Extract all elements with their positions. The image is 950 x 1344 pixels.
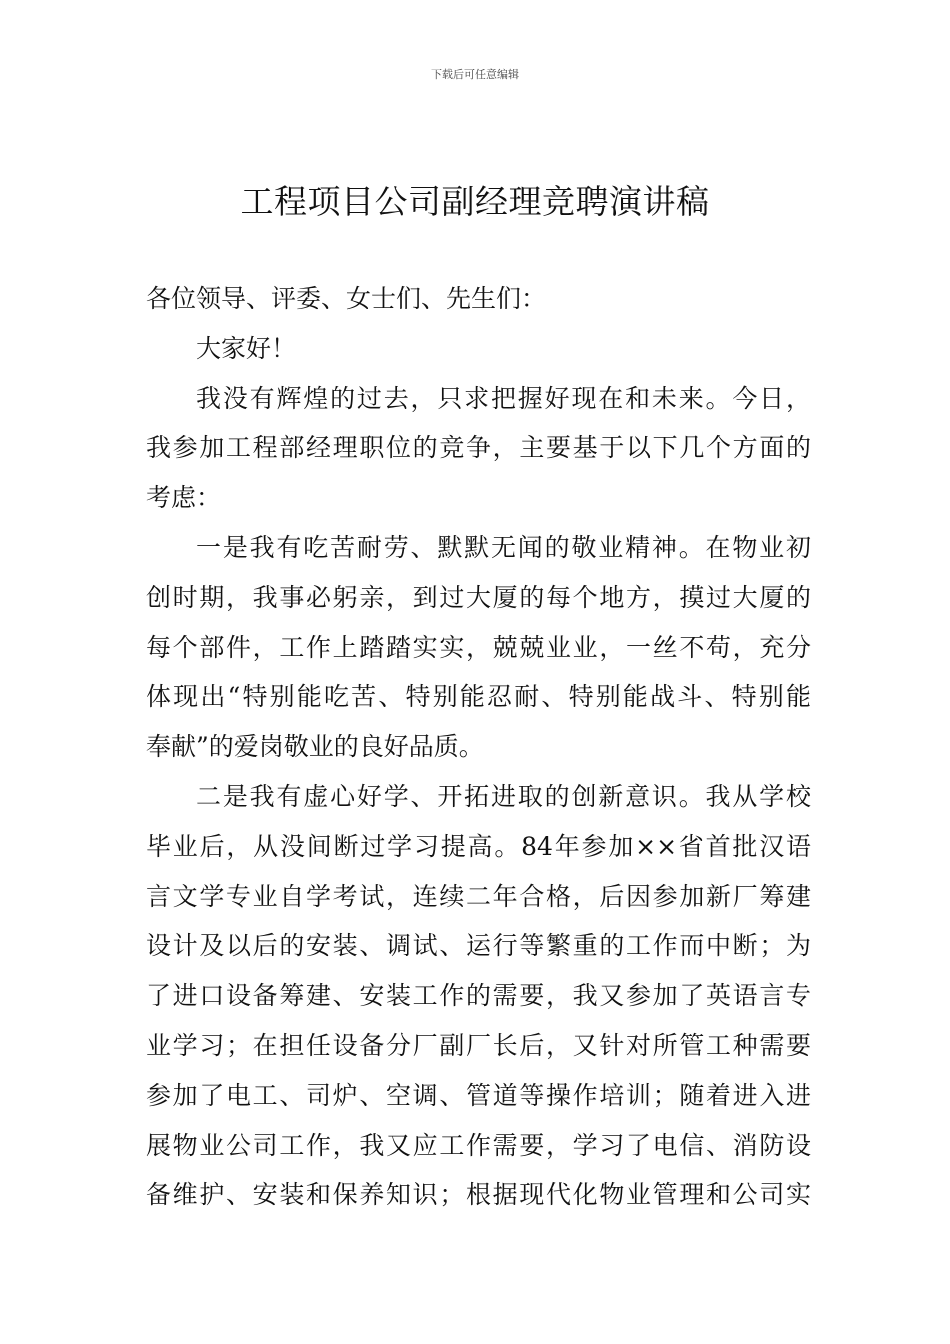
paragraph-line: 了进口设备筹建、安装工作的需要，我又参加了英语言专 — [146, 981, 811, 1011]
paragraph — [146, 374, 811, 523]
paragraph-line: 言文学专业自学考试，连续二年合格，后因参加新厂筹建 — [146, 881, 811, 911]
paragraph-line: 我参加工程部经理职位的竞争，主要基于以下几个方面的 — [146, 433, 811, 463]
document-body — [146, 274, 811, 1220]
document-title: 工程项目公司副经理竞聘演讲稿 — [240, 182, 710, 221]
greeting: 大家好！ — [196, 333, 297, 363]
paragraph-line: 参加了电工、司炉、空调、管道等操作培训；随着进入进 — [146, 1080, 811, 1110]
paragraph-line: 二是我有虚心好学、开拓进取的创新意识。我从学校 — [196, 781, 811, 811]
paragraph-line: 备维护、安装和保养知识；根据现代化物业管理和公司实 — [146, 1180, 811, 1210]
header-note: 下载后可任意编辑 — [431, 68, 519, 81]
paragraph-line: 创时期，我事必躬亲，到过大厦的每个地方，摸过大厦的 — [146, 582, 811, 612]
paragraph-line: 业学习；在担任设备分厂副厂长后，又针对所管工种需要 — [146, 1030, 811, 1060]
paragraph-line: 设计及以后的安装、调试、运行等繁重的工作而中断；为 — [146, 931, 811, 961]
paragraph-line: 体现出“特别能吃苦、特别能忍耐、特别能战斗、特别能 — [146, 682, 811, 712]
paragraph-line: 我没有辉煌的过去，只求把握好现在和未来。今日， — [196, 383, 811, 413]
paragraph-line: 奉献”的爱岗敬业的良好品质。 — [146, 732, 484, 762]
paragraph-line: 考虑： — [146, 483, 222, 513]
paragraph-line: 展物业公司工作，我又应工作需要，学习了电信、消防设 — [146, 1130, 811, 1160]
paragraph-line: 每个部件，工作上踏踏实实，兢兢业业，一丝不苟，充分 — [146, 632, 811, 662]
paragraph — [146, 523, 811, 772]
paragraph — [146, 772, 811, 1220]
paragraph-line: 毕业后，从没间断过学习提高。84年参加××省首批汉语 — [146, 831, 811, 861]
paragraph-line: 一是我有吃苦耐劳、默默无闻的敬业精神。在物业初 — [196, 532, 811, 562]
salutation: 各位领导、评委、女士们、先生们： — [146, 284, 547, 313]
